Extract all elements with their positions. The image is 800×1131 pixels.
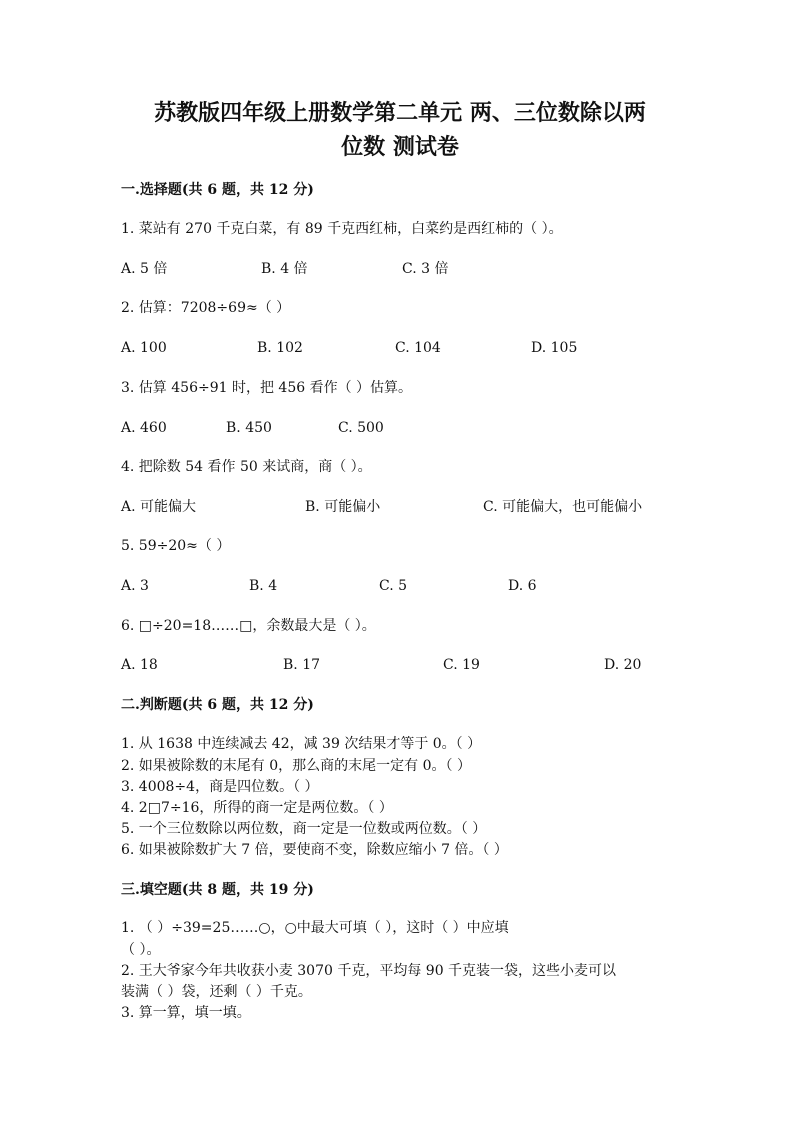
section3-heading: 三.填空题(共 8 题，共 19 分) bbox=[121, 882, 314, 898]
judge-item-2: 2. 如果被除数的末尾有 0，那么商的末尾一定有 0。（ ） bbox=[121, 758, 471, 774]
q1-option-c: C. 3 倍 bbox=[402, 261, 449, 277]
q4-option-b: B. 可能偏小 bbox=[305, 499, 381, 515]
question-2: 2. 估算：7208÷69≈（ ） bbox=[121, 300, 291, 316]
q6-option-d: D. 20 bbox=[604, 657, 642, 673]
q6-option-c: C. 19 bbox=[443, 657, 480, 673]
judge-item-6: 6. 如果被除数扩大 7 倍，要使商不变，除数应缩小 7 倍。（ ） bbox=[121, 842, 508, 858]
q2-option-c: C. 104 bbox=[395, 340, 441, 356]
q5-option-c: C. 5 bbox=[379, 578, 408, 594]
exam-title-line2: 位数 测试卷 bbox=[341, 134, 459, 160]
q6-option-a: A. 18 bbox=[121, 657, 158, 673]
q2-option-b: B. 102 bbox=[257, 340, 303, 356]
q2-option-d: D. 105 bbox=[531, 340, 578, 356]
question-4: 4. 把除数 54 看作 50 来试商，商（ ）。 bbox=[121, 459, 372, 475]
judge-item-5: 5. 一个三位数除以两位数，商一定是一位数或两位数。（ ） bbox=[121, 821, 487, 837]
fill-line-2: （ ）。 bbox=[121, 942, 161, 958]
question-3: 3. 估算 456÷91 时，把 456 看作（ ）估算。 bbox=[121, 380, 413, 396]
q3-option-c: C. 500 bbox=[338, 420, 384, 436]
judge-item-3: 3. 4008÷4，商是四位数。（ ） bbox=[121, 779, 319, 795]
question-1: 1. 菜站有 270 千克白菜，有 89 千克西红柿，白菜约是西红柿的（ ）。 bbox=[121, 221, 563, 237]
q5-option-d: D. 6 bbox=[508, 578, 537, 594]
judge-item-4: 4. 2□7÷16，所得的商一定是两位数。（ ） bbox=[121, 800, 393, 816]
q3-option-b: B. 450 bbox=[226, 420, 272, 436]
q4-option-a: A. 可能偏大 bbox=[121, 499, 197, 515]
q2-option-a: A. 100 bbox=[121, 340, 167, 356]
fill-line-3: 2. 王大爷家今年共收获小麦 3070 千克，平均每 90 千克装一袋，这些小麦可以 bbox=[121, 963, 617, 979]
q1-option-b: B. 4 倍 bbox=[261, 261, 308, 277]
q4-option-c: C. 可能偏大，也可能偏小 bbox=[483, 499, 643, 515]
q1-option-a: A. 5 倍 bbox=[121, 261, 168, 277]
fill-line-1: 1. （ ）÷39=25……○，○中最大可填（ ），这时（ ）中应填 bbox=[121, 920, 509, 936]
question-6: 6. □÷20=18……□，余数最大是（ ）。 bbox=[121, 618, 376, 634]
question-5: 5. 59÷20≈（ ） bbox=[121, 538, 231, 554]
section2-heading: 二.判断题(共 6 题，共 12 分) bbox=[121, 697, 314, 713]
q6-option-b: B. 17 bbox=[283, 657, 321, 673]
q3-option-a: A. 460 bbox=[121, 420, 167, 436]
fill-line-4: 装满（ ）袋，还剩（ ）千克。 bbox=[121, 984, 312, 1000]
q5-option-b: B. 4 bbox=[249, 578, 278, 594]
fill-line-5: 3. 算一算，填一填。 bbox=[121, 1005, 251, 1021]
section1-heading: 一.选择题(共 6 题，共 12 分) bbox=[121, 182, 314, 198]
exam-title-line1: 苏教版四年级上册数学第二单元 两、三位数除以两 bbox=[154, 100, 646, 126]
q5-option-a: A. 3 bbox=[121, 578, 149, 594]
judge-item-1: 1. 从 1638 中连续减去 42，减 39 次结果才等于 0。（ ） bbox=[121, 736, 482, 752]
